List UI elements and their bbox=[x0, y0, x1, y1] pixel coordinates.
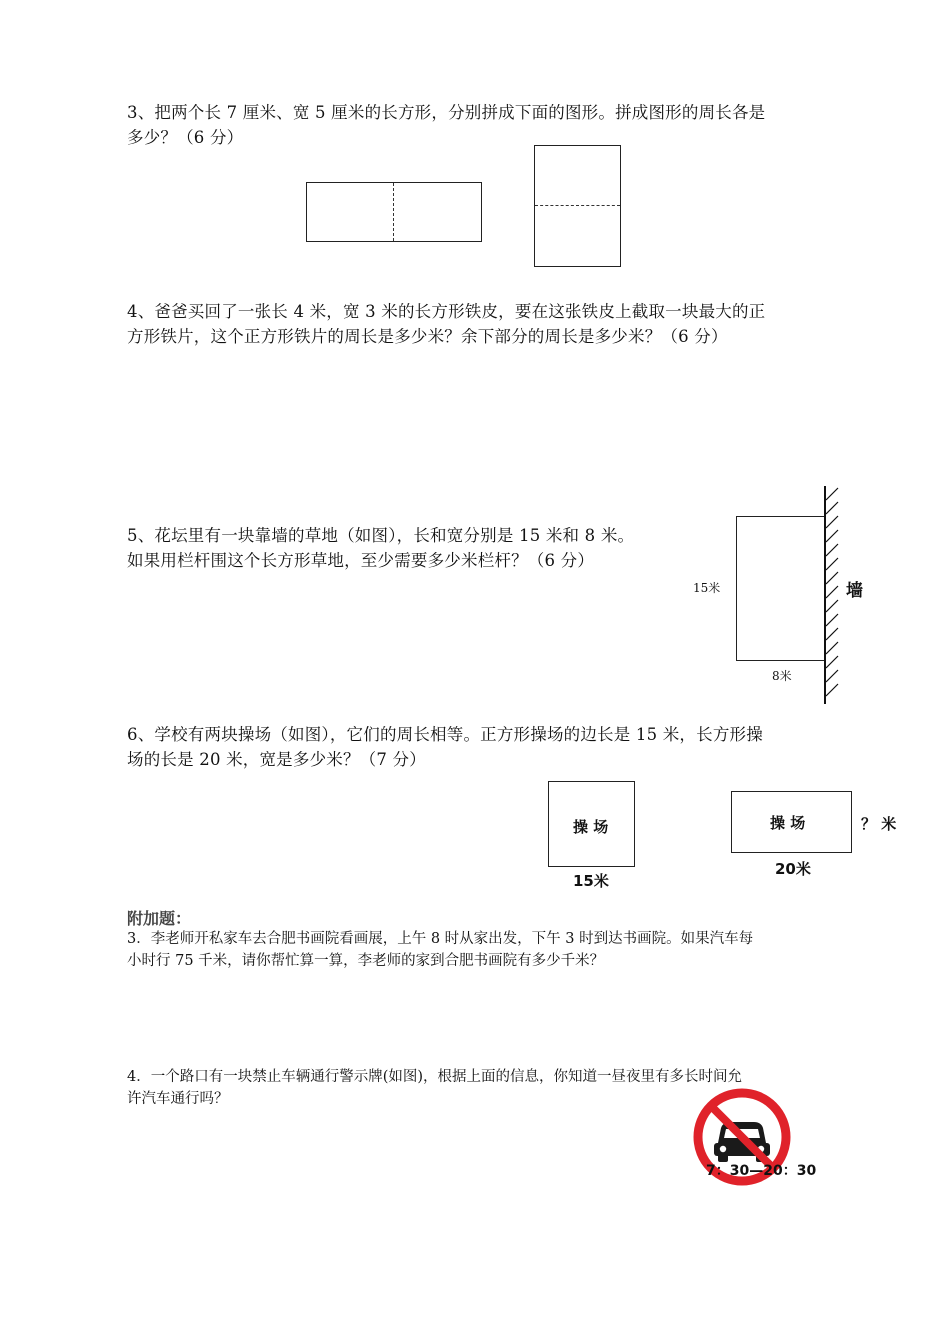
q3-horizontal-divider bbox=[393, 183, 394, 241]
q6-rect-length-label: 20米 bbox=[775, 860, 811, 878]
q5-line2: 如果用栏杆围这个长方形草地，至少需要多少米栏杆？（6 分） bbox=[127, 551, 595, 570]
q5-lawn-rect bbox=[736, 516, 825, 661]
q6-square-side-label: 15米 bbox=[573, 872, 609, 890]
q3-line2: 多少？（6 分） bbox=[127, 128, 244, 147]
q3-vertical-divider bbox=[535, 205, 620, 206]
extra-q4-line2: 许汽车通行吗？ bbox=[127, 1091, 229, 1107]
q6-line2: 场的长是 20 米，宽是多少米？（7 分） bbox=[127, 750, 426, 769]
q6-rect-width-label: ？ 米 bbox=[861, 815, 897, 833]
extra-q3-text bbox=[127, 928, 827, 972]
q5-width-label: 8米 bbox=[772, 669, 792, 683]
extra-q3-line1: 3．李老师开私家车去合肥书画院看画展，上午 8 时从家出发，下午 3 时到达书画院。如果汽车每 bbox=[127, 931, 754, 947]
extra-q3-line2: 小时行 75 千米，请你帮忙算一算，李老师的家到合肥书画院有多少千米？ bbox=[127, 953, 605, 969]
q3-vertical-figure bbox=[534, 145, 621, 267]
extra-title: 附加题： bbox=[127, 909, 192, 928]
q6-rect-field bbox=[731, 791, 852, 853]
q5-line1: 5、花坛里有一块靠墙的草地（如图），长和宽分别是 15 米和 8 米。 bbox=[127, 526, 635, 545]
q3-line1: 3、把两个长 7 厘米、宽 5 厘米的长方形，分别拼成下面的图形。拼成图形的周长各是 bbox=[127, 103, 766, 122]
q3-horizontal-figure bbox=[306, 182, 482, 242]
sign-time-label: 7：30—20：30 bbox=[706, 1163, 817, 1179]
q6-square-label: 操 场 bbox=[573, 818, 609, 836]
q5-wall-label: 墙 bbox=[846, 581, 863, 601]
q6-text bbox=[127, 722, 827, 772]
q4-text bbox=[127, 299, 827, 349]
q5-text bbox=[127, 523, 687, 573]
q4-line1: 4、爸爸买回了一张长 4 米，宽 3 米的长方形铁皮，要在这张铁皮上截取一块最大的正 bbox=[127, 302, 766, 321]
q6-square-field bbox=[548, 781, 635, 867]
extra-q4-line1: 4．一个路口有一块禁止车辆通行警示牌(如图)，根据上面的信息，你知道一昼夜里有多长时间允 bbox=[127, 1069, 743, 1085]
q5-length-label: 15米 bbox=[693, 581, 721, 595]
q3-text bbox=[127, 100, 827, 150]
q6-rect-label: 操 场 bbox=[770, 814, 806, 832]
q5-wall-icon bbox=[818, 484, 840, 706]
q6-line1: 6、学校有两块操场（如图），它们的周长相等。正方形操场的边长是 15 米，长方形操 bbox=[127, 725, 763, 744]
q4-line2: 方形铁片，这个正方形铁片的周长是多少米？余下部分的周长是多少米？（6 分） bbox=[127, 327, 728, 346]
